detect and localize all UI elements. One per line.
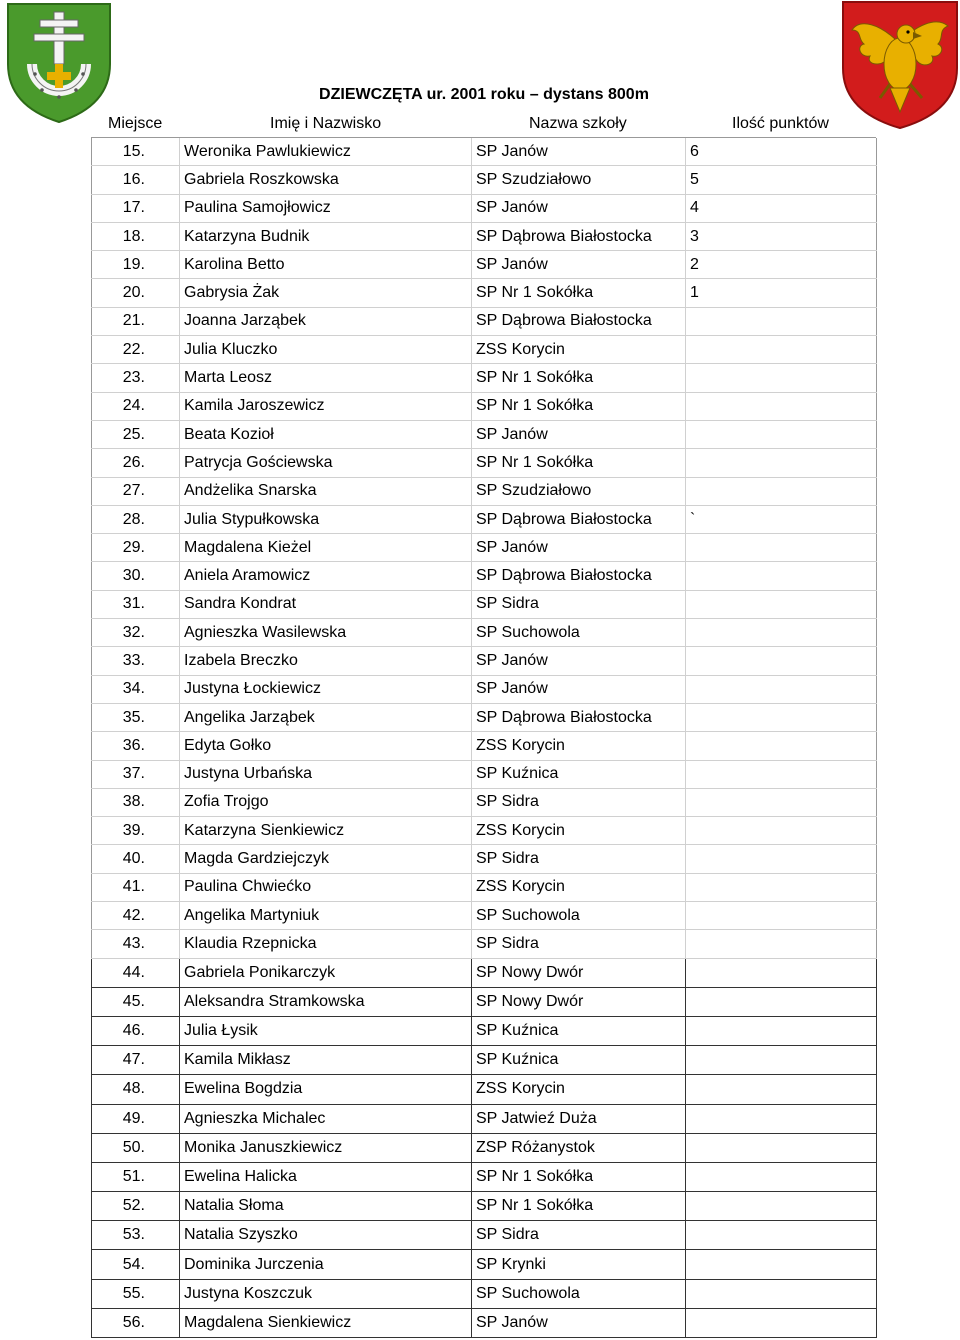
table-row — [92, 222, 877, 250]
column-header-name: Imię i Nazwisko — [270, 115, 382, 132]
cell-school: SP Janów — [472, 647, 686, 675]
cell-place: 25. — [92, 420, 180, 448]
cell-school: SP Sidra — [472, 1221, 686, 1250]
cell-place: 45. — [92, 987, 180, 1016]
cell-school: SP Nr 1 Sokółka — [472, 364, 686, 392]
cell-place: 20. — [92, 279, 180, 307]
cell-name: Magda Gardziejczyk — [180, 845, 472, 873]
table-row — [92, 760, 877, 788]
cell-points — [686, 845, 877, 873]
cell-points: 6 — [686, 138, 877, 166]
cell-points — [686, 1162, 877, 1191]
cell-points — [686, 1104, 877, 1133]
table-row — [92, 364, 877, 392]
table-row — [92, 987, 877, 1016]
cell-points — [686, 647, 877, 675]
cell-school: SP Szudziałowo — [472, 166, 686, 194]
table-row — [92, 590, 877, 618]
cell-name: Natalia Szyszko — [180, 1221, 472, 1250]
cell-points — [686, 987, 877, 1016]
table-row — [92, 732, 877, 760]
cell-name: Weronika Pawlukiewicz — [180, 138, 472, 166]
cell-name: Angelika Jarząbek — [180, 703, 472, 731]
table-row — [92, 251, 877, 279]
table-row — [92, 449, 877, 477]
cell-points: 3 — [686, 222, 877, 250]
table-row — [92, 788, 877, 816]
table-row — [92, 675, 877, 703]
cell-place: 46. — [92, 1016, 180, 1045]
cell-name: Klaudia Rzepnicka — [180, 930, 472, 958]
table-row — [92, 1221, 877, 1250]
table-row — [92, 307, 877, 335]
cell-points — [686, 1192, 877, 1221]
cell-school: SP Dąbrowa Białostocka — [472, 562, 686, 590]
cell-place: 30. — [92, 562, 180, 590]
table-row — [92, 166, 877, 194]
table-header — [0, 110, 960, 138]
cell-place: 29. — [92, 534, 180, 562]
table-row — [92, 562, 877, 590]
cell-school: ZSS Korycin — [472, 873, 686, 901]
cell-place: 53. — [92, 1221, 180, 1250]
cell-school: SP Nowy Dwór — [472, 987, 686, 1016]
cell-name: Joanna Jarząbek — [180, 307, 472, 335]
cell-points — [686, 1075, 877, 1104]
cell-points — [686, 703, 877, 731]
cell-place: 32. — [92, 619, 180, 647]
cell-name: Natalia Słoma — [180, 1192, 472, 1221]
cell-school: SP Janów — [472, 420, 686, 448]
cell-points — [686, 958, 877, 987]
cell-name: Katarzyna Sienkiewicz — [180, 817, 472, 845]
cell-school: SP Nr 1 Sokółka — [472, 279, 686, 307]
cell-points — [686, 364, 877, 392]
cell-place: 19. — [92, 251, 180, 279]
cell-points — [686, 760, 877, 788]
cell-points — [686, 732, 877, 760]
cell-place: 21. — [92, 307, 180, 335]
cell-place: 18. — [92, 222, 180, 250]
cell-points — [686, 1279, 877, 1308]
cell-points — [686, 534, 877, 562]
cell-place: 35. — [92, 703, 180, 731]
table-row — [92, 647, 877, 675]
cell-points — [686, 675, 877, 703]
cell-school: SP Nr 1 Sokółka — [472, 449, 686, 477]
cell-school: SP Kuźnica — [472, 760, 686, 788]
cell-school: SP Janów — [472, 138, 686, 166]
cell-school: SP Janów — [472, 251, 686, 279]
cell-school: SP Nowy Dwór — [472, 958, 686, 987]
table-row — [92, 902, 877, 930]
cell-name: Andżelika Snarska — [180, 477, 472, 505]
cell-points — [686, 1016, 877, 1045]
table-row — [92, 534, 877, 562]
table-row — [92, 1192, 877, 1221]
cell-points: 5 — [686, 166, 877, 194]
table-row — [92, 930, 877, 958]
cell-school: SP Dąbrowa Białostocka — [472, 307, 686, 335]
cell-school: ZSS Korycin — [472, 817, 686, 845]
cell-points — [686, 590, 877, 618]
cell-place: 54. — [92, 1250, 180, 1279]
cell-school: SP Sidra — [472, 590, 686, 618]
cell-school: SP Jatwieź Duża — [472, 1104, 686, 1133]
cell-place: 43. — [92, 930, 180, 958]
cell-name: Marta Leosz — [180, 364, 472, 392]
cell-name: Justyna Urbańska — [180, 760, 472, 788]
cell-place: 52. — [92, 1192, 180, 1221]
cell-name: Gabrysia Żak — [180, 279, 472, 307]
cell-school: SP Sidra — [472, 845, 686, 873]
cell-school: SP Janów — [472, 675, 686, 703]
cell-place: 33. — [92, 647, 180, 675]
cell-name: Dominika Jurczenia — [180, 1250, 472, 1279]
cell-place: 26. — [92, 449, 180, 477]
table-row — [92, 817, 877, 845]
cell-place: 28. — [92, 505, 180, 533]
cell-school: ZSS Korycin — [472, 1075, 686, 1104]
cell-name: Julia Stypułkowska — [180, 505, 472, 533]
table-row — [92, 392, 877, 420]
cell-place: 36. — [92, 732, 180, 760]
cell-points — [686, 1308, 877, 1337]
cell-place: 44. — [92, 958, 180, 987]
cell-name: Gabriela Ponikarczyk — [180, 958, 472, 987]
cell-school: SP Nr 1 Sokółka — [472, 392, 686, 420]
cell-points — [686, 1250, 877, 1279]
table-row — [92, 1075, 877, 1104]
table-row — [92, 420, 877, 448]
cell-name: Julia Kluczko — [180, 336, 472, 364]
cell-points — [686, 1221, 877, 1250]
cell-place: 41. — [92, 873, 180, 901]
cell-points — [686, 392, 877, 420]
cell-place: 16. — [92, 166, 180, 194]
cell-place: 31. — [92, 590, 180, 618]
cell-place: 24. — [92, 392, 180, 420]
cell-name: Katarzyna Budnik — [180, 222, 472, 250]
cell-school: SP Sidra — [472, 930, 686, 958]
cell-school: SP Dąbrowa Białostocka — [472, 222, 686, 250]
cell-school: SP Nr 1 Sokółka — [472, 1162, 686, 1191]
cell-place: 17. — [92, 194, 180, 222]
column-header-school: Nazwa szkoły — [529, 115, 627, 132]
cell-points — [686, 817, 877, 845]
cell-place: 27. — [92, 477, 180, 505]
cell-points — [686, 788, 877, 816]
cell-place: 47. — [92, 1046, 180, 1075]
table-row — [92, 873, 877, 901]
table-row — [92, 1046, 877, 1075]
cell-name: Aniela Aramowicz — [180, 562, 472, 590]
cell-points — [686, 336, 877, 364]
cell-place: 38. — [92, 788, 180, 816]
table-row — [92, 1250, 877, 1279]
cell-points — [686, 1133, 877, 1162]
cell-name: Ewelina Bogdzia — [180, 1075, 472, 1104]
cell-place: 49. — [92, 1104, 180, 1133]
cell-school: SP Nr 1 Sokółka — [472, 1192, 686, 1221]
cell-name: Paulina Chwiećko — [180, 873, 472, 901]
cell-place: 34. — [92, 675, 180, 703]
table-row — [92, 703, 877, 731]
cell-name: Kamila Jaroszewicz — [180, 392, 472, 420]
table-row — [92, 138, 877, 166]
cell-name: Julia Łysik — [180, 1016, 472, 1045]
cell-school: SP Janów — [472, 194, 686, 222]
cell-name: Izabela Breczko — [180, 647, 472, 675]
cell-school: SP Dąbrowa Białostocka — [472, 505, 686, 533]
cell-school: SP Janów — [472, 1308, 686, 1337]
cell-points — [686, 420, 877, 448]
cell-school: SP Suchowola — [472, 902, 686, 930]
cell-school: ZSP Różanystok — [472, 1133, 686, 1162]
cell-points — [686, 562, 877, 590]
results-table — [91, 137, 876, 1338]
cell-place: 22. — [92, 336, 180, 364]
table-row — [92, 845, 877, 873]
cell-name: Gabriela Roszkowska — [180, 166, 472, 194]
cell-name: Angelika Martyniuk — [180, 902, 472, 930]
cell-points — [686, 873, 877, 901]
cell-points: ` — [686, 505, 877, 533]
cell-name: Patrycja Gościewska — [180, 449, 472, 477]
table-row — [92, 505, 877, 533]
cell-place: 42. — [92, 902, 180, 930]
table-row — [92, 958, 877, 987]
cell-place: 48. — [92, 1075, 180, 1104]
cell-points: 2 — [686, 251, 877, 279]
cell-name: Zofia Trojgo — [180, 788, 472, 816]
table-row — [92, 279, 877, 307]
cell-school: SP Dąbrowa Białostocka — [472, 703, 686, 731]
cell-name: Aleksandra Stramkowska — [180, 987, 472, 1016]
table-row — [92, 1279, 877, 1308]
table-row — [92, 1016, 877, 1045]
cell-points — [686, 307, 877, 335]
cell-name: Magdalena Sienkiewicz — [180, 1308, 472, 1337]
cell-place: 39. — [92, 817, 180, 845]
column-header-place: Miejsce — [108, 115, 163, 132]
cell-points — [686, 449, 877, 477]
cell-points — [686, 1046, 877, 1075]
cell-name: Karolina Betto — [180, 251, 472, 279]
cell-points: 1 — [686, 279, 877, 307]
cell-place: 40. — [92, 845, 180, 873]
cell-name: Justyna Łockiewicz — [180, 675, 472, 703]
cell-name: Paulina Samojłowicz — [180, 194, 472, 222]
cell-place: 51. — [92, 1162, 180, 1191]
cell-points — [686, 902, 877, 930]
cell-name: Justyna Koszczuk — [180, 1279, 472, 1308]
table-row — [92, 477, 877, 505]
cell-school: SP Szudziałowo — [472, 477, 686, 505]
cell-place: 56. — [92, 1308, 180, 1337]
cell-points — [686, 477, 877, 505]
cell-school: SP Kuźnica — [472, 1016, 686, 1045]
table-row — [92, 619, 877, 647]
cell-name: Sandra Kondrat — [180, 590, 472, 618]
cell-school: SP Suchowola — [472, 619, 686, 647]
cell-points — [686, 619, 877, 647]
cell-name: Monika Januszkiewicz — [180, 1133, 472, 1162]
cell-name: Ewelina Halicka — [180, 1162, 472, 1191]
cell-name: Agnieszka Wasilewska — [180, 619, 472, 647]
cell-school: SP Janów — [472, 534, 686, 562]
table-row — [92, 1162, 877, 1191]
cell-place: 37. — [92, 760, 180, 788]
cell-place: 50. — [92, 1133, 180, 1162]
results-table-body — [92, 138, 877, 1338]
cell-points: 4 — [686, 194, 877, 222]
cell-name: Beata Kozioł — [180, 420, 472, 448]
cell-school: ZSS Korycin — [472, 732, 686, 760]
cell-school: SP Sidra — [472, 788, 686, 816]
cell-name: Magdalena Kieżel — [180, 534, 472, 562]
cell-place: 55. — [92, 1279, 180, 1308]
cell-name: Edyta Gołko — [180, 732, 472, 760]
column-header-points: Ilość punktów — [732, 115, 829, 132]
page-title: DZIEWCZĘTA ur. 2001 roku – dystans 800m — [319, 86, 649, 103]
table-row — [92, 194, 877, 222]
cell-school: SP Krynki — [472, 1250, 686, 1279]
table-row — [92, 1104, 877, 1133]
cell-school: SP Kuźnica — [472, 1046, 686, 1075]
cell-school: SP Suchowola — [472, 1279, 686, 1308]
cell-name: Kamila Mikłasz — [180, 1046, 472, 1075]
table-row — [92, 1133, 877, 1162]
table-row — [92, 1308, 877, 1337]
cell-school: ZSS Korycin — [472, 336, 686, 364]
table-row — [92, 336, 877, 364]
cell-name: Agnieszka Michalec — [180, 1104, 472, 1133]
cell-place: 15. — [92, 138, 180, 166]
cell-points — [686, 930, 877, 958]
cell-place: 23. — [92, 364, 180, 392]
